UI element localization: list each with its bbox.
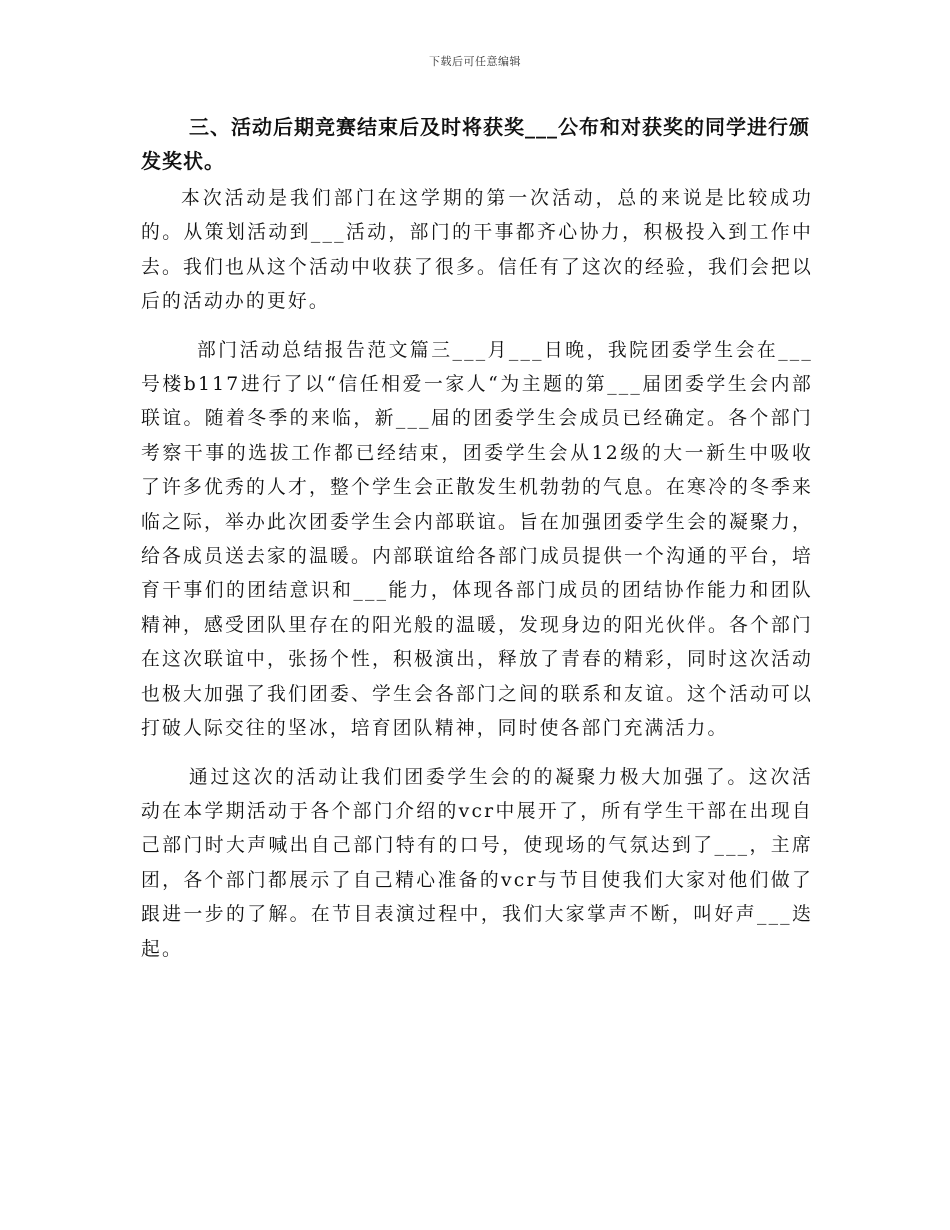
paragraph-summary: 本次活动是我们部门在这学期的第一次活动，总的来说是比较成功的。从策划活动到___活动，部门的干事都齐心协力，积极投入到工作中去。我们也从这个活动中收获了很多。信任有了这次的经验，我们会把以后的活动办的更好。 (141, 188, 813, 313)
page-header-note: 下载后可任意编辑 (429, 55, 521, 68)
paragraph-activity: 通过这次的活动让我们团委学生会的的凝聚力极大加强了。这次活动在本学期活动于各个部门介绍的vcr中展开了，所有学生干部在出现自己部门时大声喊出自己部门特有的口号，使现场的气氛达到了___，主席团，各个部门都展示了自己精心准备的vcr与节目使我们大家对他们做了跟进一步的了解。在节目表演过程中，我们大家掌声不断，叫好声___迭起。 (141, 766, 813, 960)
paragraph-report: 部门活动总结报告范文篇三___月___日晚，我院团委学生会在___号楼b117进行了以“信任相爱一家人“为主题的第___届团委学生会内部联谊。随着冬季的来临，新___届的团委学生会成员已经确定。各个部门考察干事的选拔工作都已经结束，团委学生会从12级的大一新生中吸收了许多优秀的人才，整个学生会正散发生机勃勃的气息。在寒冷的冬季来临之际，举办此次团委学生会内部联谊。旨在加强团委学生会的凝聚力，给各成员送去家的温暖。内部联谊给各部门成员提供一个沟通的平台，培育干事们的团结意识和___能力，体现各部门成员的团结协作能力和团队精神，感受团队里存在的阳光般的温暖，发现身边的阳光伙伴。各个部门在这次联谊中，张扬个性，积极演出，释放了青春的精彩，同时这次活动也极大加强了我们团委、学生会各部门之间的联系和友谊。这个活动可以打破人际交往的坚冰，培育团队精神，同时使各部门充满活力。 (141, 339, 813, 740)
document-body (141, 110, 813, 967)
section-heading: 三、活动后期竞赛结束后及时将获奖___公布和对获奖的同学进行颁发奖状。 (141, 115, 810, 173)
